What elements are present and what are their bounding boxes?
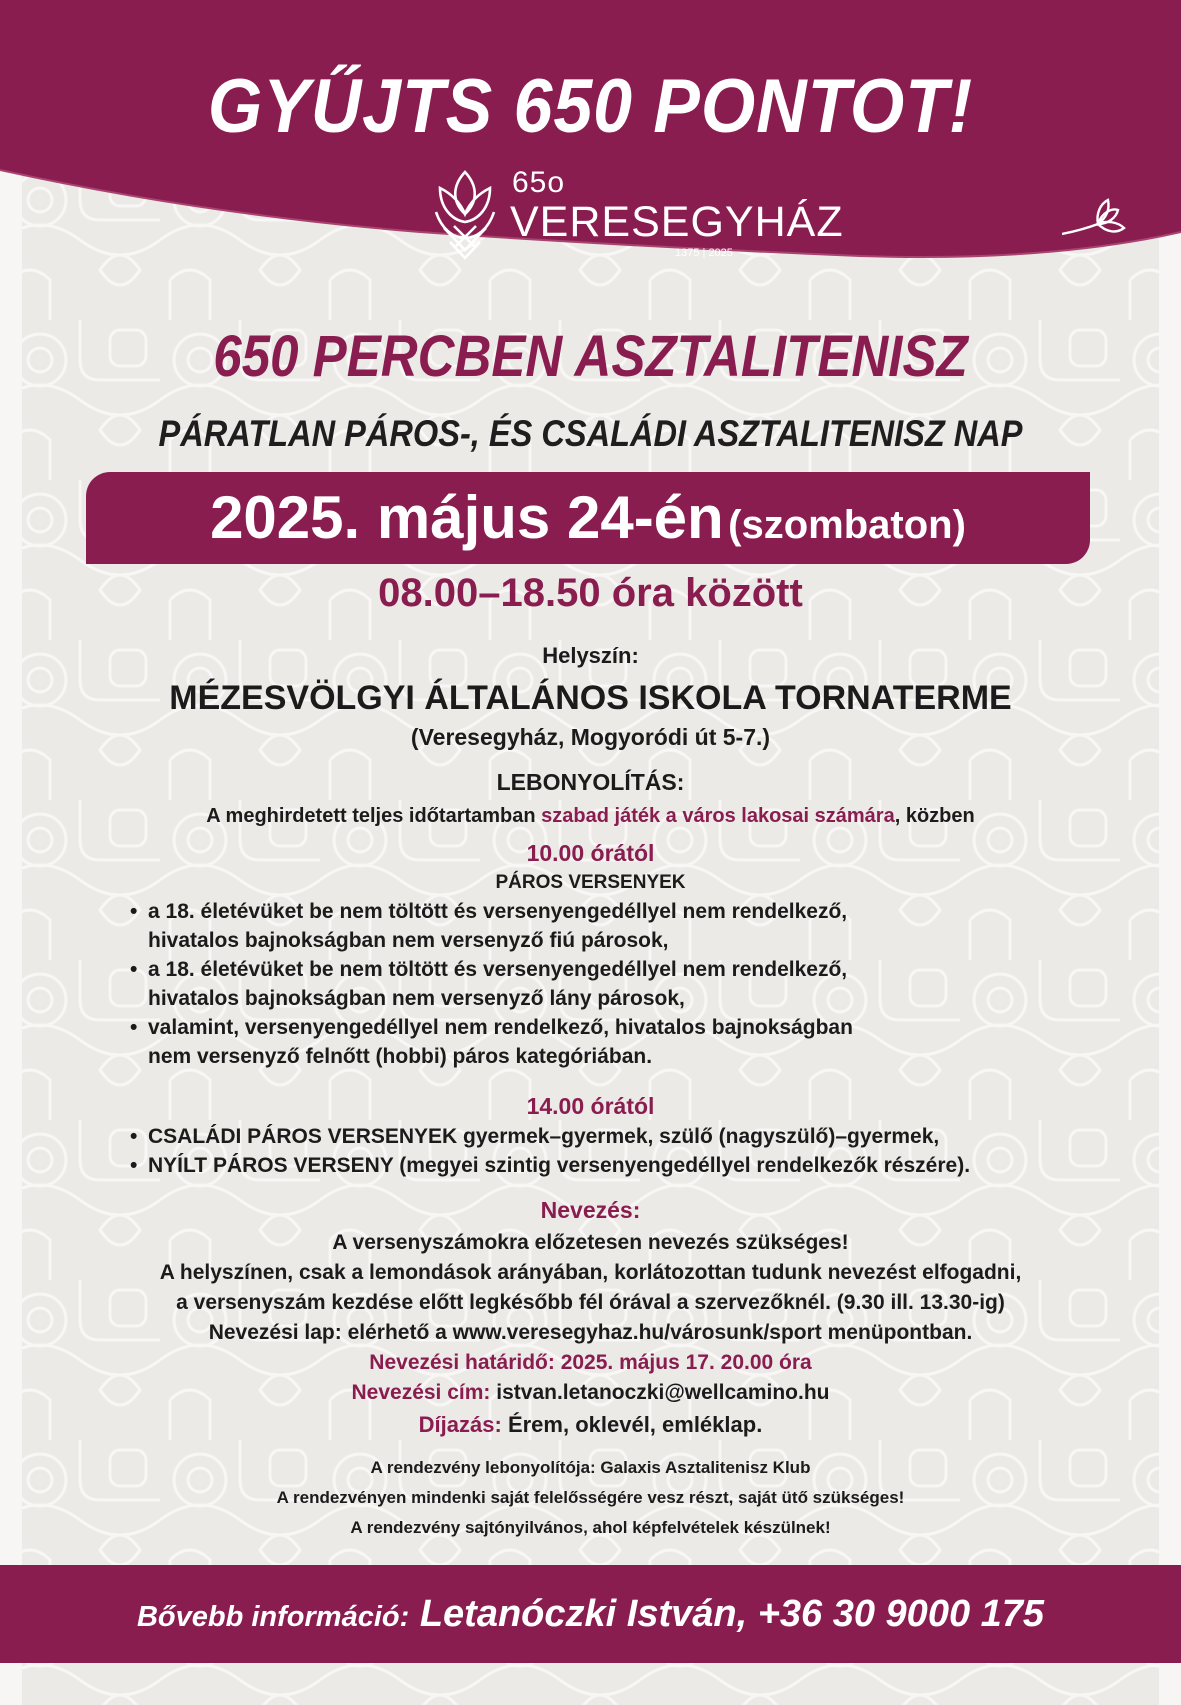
event-date-day: (szombaton) [728, 503, 966, 547]
slot1-heading: PÁROS VERSENYEK [495, 872, 686, 893]
event-title: 650 PERCBEN ASZTALITENISZ [213, 324, 968, 389]
leaf-sprig-icon [1062, 196, 1132, 246]
organizer-note: A rendezvény lebonyolítója: Galaxis Asztalitenisz Klub [370, 1458, 811, 1477]
slot2-list [130, 1122, 1080, 1180]
registration-line: A helyszínen, csak a lemondások arányában, korlátozottan tudunk nevezést elfogadni, [159, 1261, 1022, 1284]
press-note: A rendezvény sajtónyilvános, ahol képfelvételek készülnek! [350, 1518, 831, 1537]
prize-label: Díjazás: [418, 1412, 502, 1437]
bullet-icon: • [130, 958, 138, 981]
list-item: • a 18. életévüket be nem töltött és versenyengedéllyel nem rendelkező, [130, 897, 1080, 926]
event-date [86, 472, 1090, 564]
registration-line: a versenyszám kezdése előtt legkésőbb fél órával a szervezőknél. (9.30 ill. 13.30-ig) [176, 1291, 1005, 1314]
bullet-icon: • [130, 1016, 138, 1039]
slot1-list [130, 897, 1080, 1071]
slot1-time: 10.00 órától [526, 840, 655, 866]
event-subtitle: PÁRATLAN PÁROS-, ÉS CSALÁDI ASZTALITENISZ NAP [158, 413, 1023, 454]
venue-label: Helyszín: [542, 643, 639, 668]
venue-name: MÉZESVÖLGYI ÁLTALÁNOS ISKOLA TORNATERME [169, 679, 1012, 717]
registration-form-link: Nevezési lap: elérhető a www.veresegyhaz.hu/városunk/sport menüpontban. [208, 1321, 973, 1344]
logo-years: 1375 | 2025 [675, 247, 733, 259]
venue-address: (Veresegyház, Mogyoródi út 5-7.) [410, 724, 771, 750]
footer-contact: Letanóczki István, +36 30 9000 175 [409, 1593, 1045, 1635]
list-item: • CSALÁDI PÁROS VERSENYEK gyermek–gyermek, szülő (nagyszülő)–gyermek, [130, 1122, 1080, 1151]
bullet-icon: • [130, 1125, 138, 1148]
program-heading: LEBONYOLÍTÁS: [496, 769, 685, 795]
program-intro-highlight: szabad játék a város lakosai számára [541, 805, 895, 827]
list-item-continuation: hivatalos bajnokságban nem versenyző lány párosok, [148, 987, 685, 1010]
footer-contact-info [0, 1565, 1181, 1663]
registration-deadline: Nevezési határidő: 2025. május 17. 20.00 óra [369, 1351, 812, 1374]
list-item-continuation: hivatalos bajnokságban nem versenyző fiú párosok, [148, 929, 669, 952]
registration-heading: Nevezés: [540, 1197, 641, 1223]
bullet-icon: • [130, 900, 138, 923]
bullet-icon: • [130, 1154, 138, 1177]
list-item: • a 18. életévüket be nem töltött és versenyengedéllyel nem rendelkező, [130, 955, 1080, 984]
lotus-logo-icon [432, 168, 498, 264]
list-item-continuation: nem versenyző felnőtt (hobbi) páros kategóriában. [148, 1045, 653, 1068]
logo-city-name: VERESEGYHÁZ [510, 198, 844, 246]
program-intro-pre: A meghirdetett teljes időtartamban [206, 805, 542, 827]
responsibility-note: A rendezvényen mindenki saját felelősségére vesz részt, saját ütő szükséges! [276, 1488, 905, 1507]
registration-email-label: Nevezési cím: [351, 1381, 491, 1404]
program-intro-post: , közben [894, 805, 975, 827]
registration-email-address: istvan.letanoczki@wellcamino.hu [490, 1381, 830, 1404]
program-intro [0, 802, 1181, 830]
event-time: 08.00–18.50 óra között [378, 571, 803, 615]
registration-email [0, 1378, 1181, 1407]
main-title: GYŰJTS 650 PONTOT! [207, 64, 974, 149]
prizes [0, 1410, 1181, 1440]
footer-bar [0, 1565, 1181, 1663]
footer-label: Bővebb információ: [136, 1601, 410, 1633]
event-date-main: 2025. május 24-én [210, 484, 724, 551]
list-item: • NYÍLT PÁROS VERSENY (megyei szintig versenyengedéllyel rendelkezők részére). [130, 1151, 1080, 1180]
header-banner [0, 0, 1181, 280]
list-item: • valamint, versenyengedéllyel nem rendelkező, hivatalos bajnokságban [130, 1013, 1080, 1042]
slot2-time: 14.00 órától [526, 1093, 655, 1119]
logo-number: 65o [512, 166, 566, 199]
registration-line: A versenyszámokra előzetesen nevezés szükséges! [332, 1231, 849, 1254]
prize-text: Érem, oklevél, emléklap. [501, 1412, 763, 1437]
